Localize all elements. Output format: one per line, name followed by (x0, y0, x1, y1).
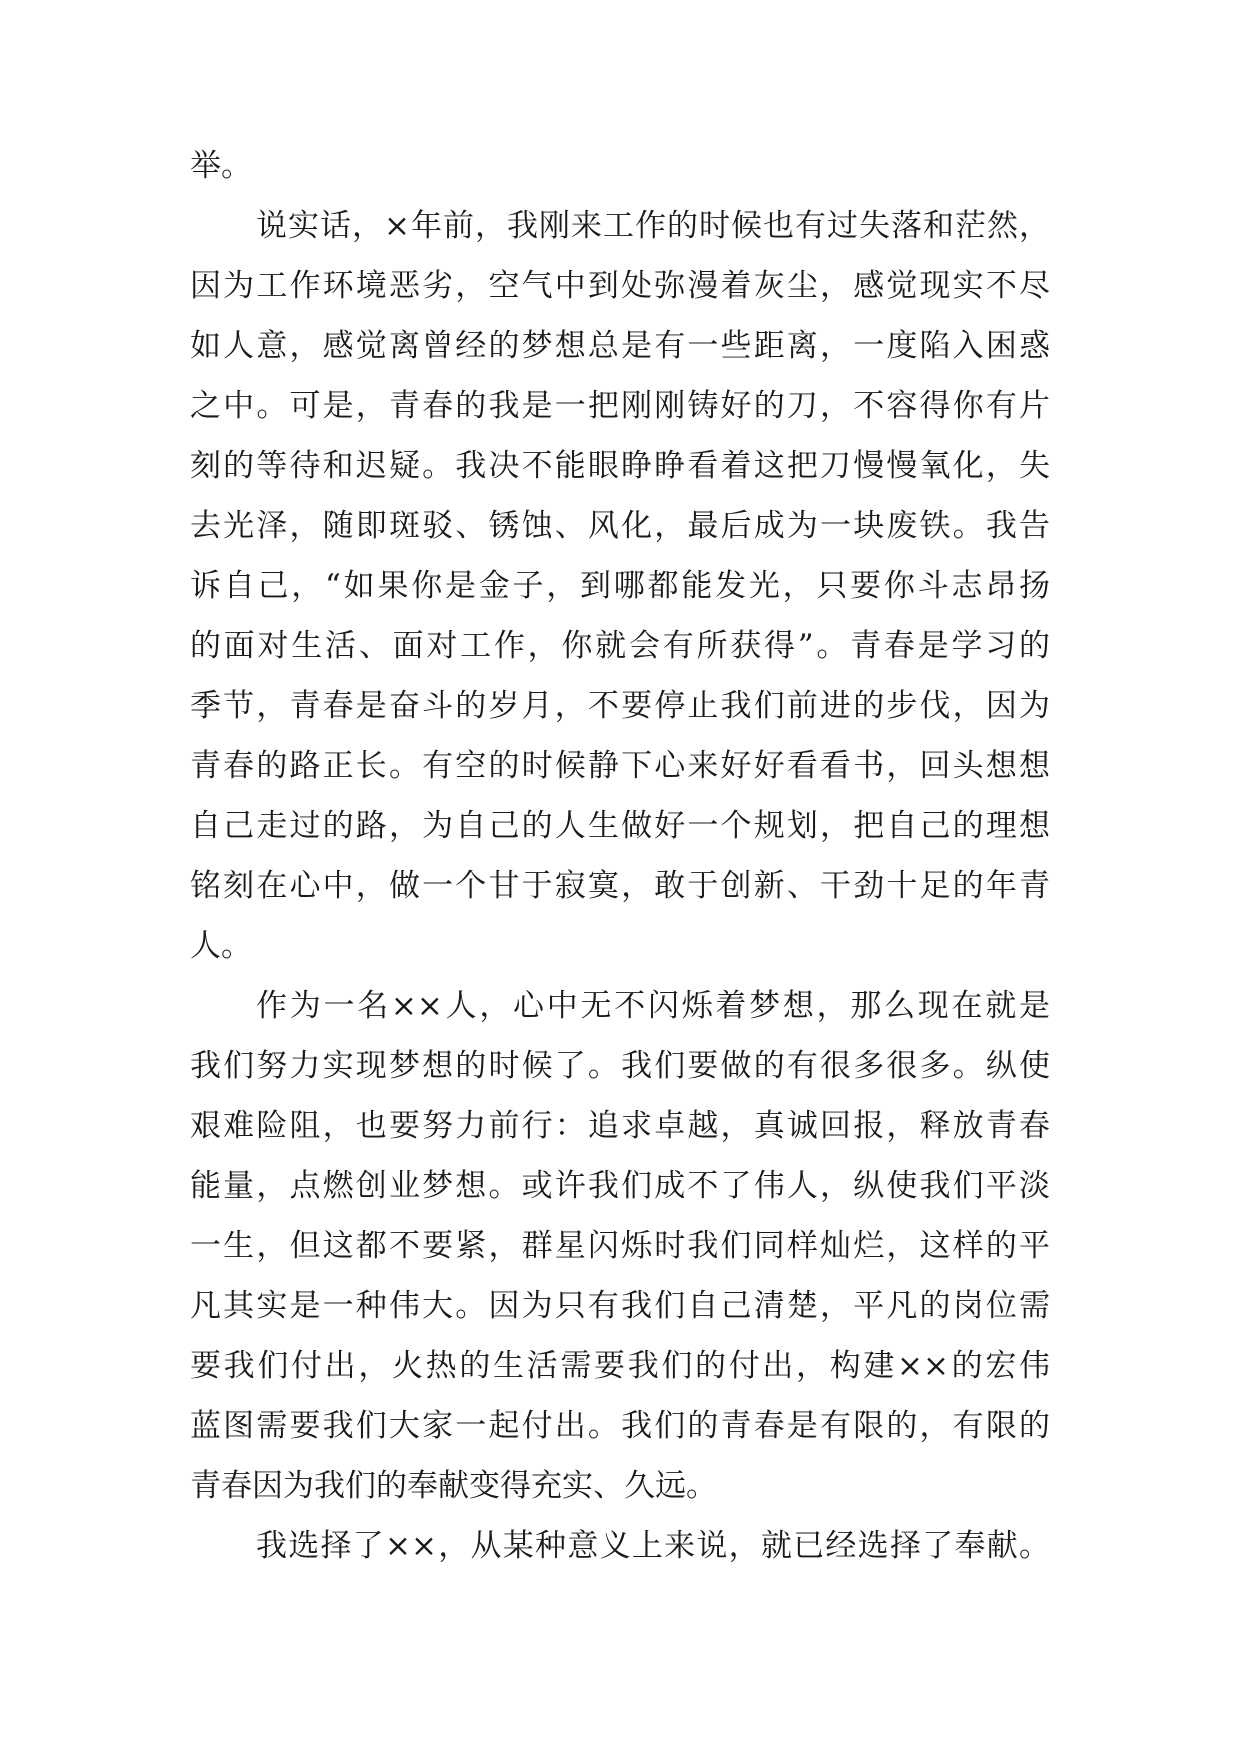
text-line: 因为工作环境恶劣，空气中到处弥漫着灰尘，感觉现实不尽 (190, 268, 1050, 304)
text-line: 作为一名××人，心中无不闪烁着梦想，那么现在就是 (256, 988, 1050, 1024)
text-line: 季节，青春是奋斗的岁月，不要停止我们前进的步伐，因为 (190, 688, 1050, 724)
text-line: 刻的等待和迟疑。我决不能眼睁睁看着这把刀慢慢氧化，失 (190, 448, 1050, 484)
text-line: 说实话，×年前，我刚来工作的时候也有过失落和茫然， (256, 208, 1050, 244)
text-line: 举。 (190, 148, 252, 184)
text-line: 诉自己，“如果你是金子，到哪都能发光，只要你斗志昂扬 (190, 568, 1050, 604)
text-line: 我们努力实现梦想的时候了。我们要做的有很多很多。纵使 (190, 1048, 1050, 1084)
text-line: 的面对生活、面对工作，你就会有所获得”。青春是学习的 (190, 628, 1050, 664)
text-line: 铭刻在心中，做一个甘于寂寞，敢于创新、干劲十足的年青 (190, 868, 1050, 904)
text-line: 人。 (190, 928, 252, 964)
text-line: 我选择了××，从某种意义上来说，就已经选择了奉献。 (256, 1528, 1050, 1564)
text-line: 一生，但这都不要紧，群星闪烁时我们同样灿烂，这样的平 (190, 1228, 1050, 1264)
text-line: 要我们付出，火热的生活需要我们的付出，构建××的宏伟 (190, 1348, 1050, 1384)
text-line: 如人意，感觉离曾经的梦想总是有一些距离，一度陷入困惑 (190, 328, 1050, 364)
text-line: 凡其实是一种伟大。因为只有我们自己清楚，平凡的岗位需 (190, 1288, 1050, 1324)
text-line: 蓝图需要我们大家一起付出。我们的青春是有限的，有限的 (190, 1408, 1050, 1444)
text-line: 之中。可是，青春的我是一把刚刚铸好的刀，不容得你有片 (190, 388, 1050, 424)
text-line: 青春因为我们的奉献变得充实、久远。 (190, 1468, 717, 1504)
text-line: 自己走过的路，为自己的人生做好一个规划，把自己的理想 (190, 808, 1050, 844)
text-line: 青春的路正长。有空的时候静下心来好好看看书，回头想想 (190, 748, 1050, 784)
text-line: 艰难险阻，也要努力前行：追求卓越，真诚回报，释放青春 (190, 1108, 1050, 1144)
text-line: 能量，点燃创业梦想。或许我们成不了伟人，纵使我们平淡 (190, 1168, 1050, 1204)
text-line: 去光泽，随即斑驳、锈蚀、风化，最后成为一块废铁。我告 (190, 508, 1050, 544)
